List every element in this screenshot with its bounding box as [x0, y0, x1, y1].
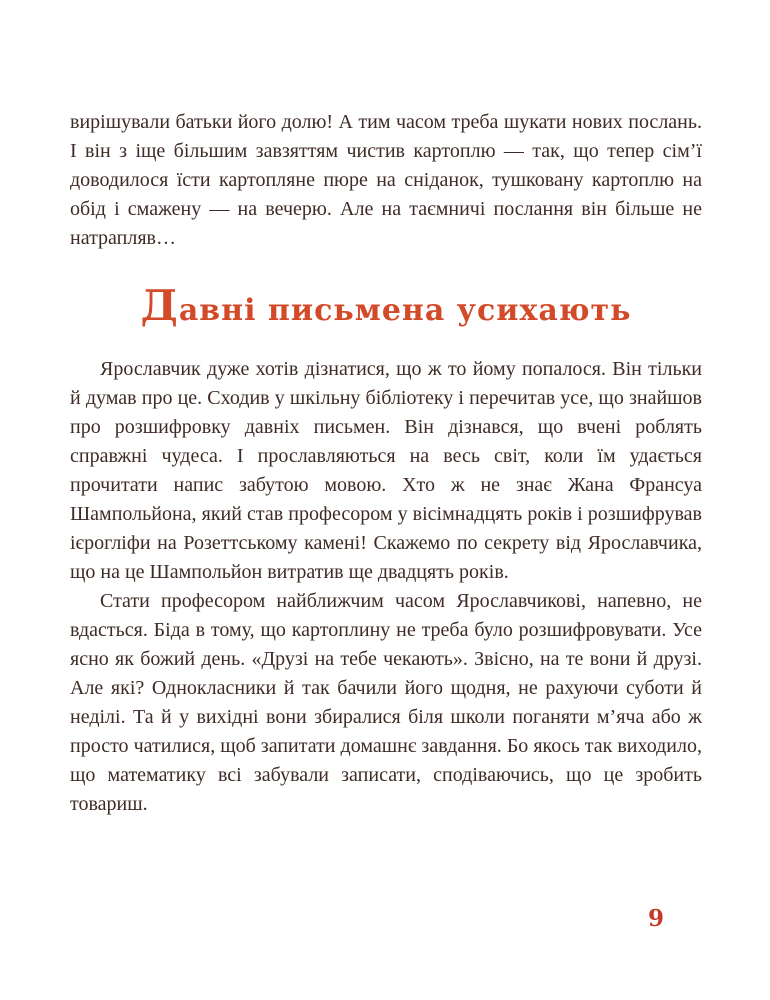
continuation-paragraph: вирішували батьки його долю! А тим часом треба шукати нових послань. І він з іще більшим завзяттям чистив картоплю — так, що тепер сім’ї доводилося їсти картопляне пюре на сніданок, тушковану картоплю на обід і смажену — на вечерю. Але на таємничі послання він більше не натрапляв…: [70, 111, 702, 249]
page-number: 9: [647, 905, 664, 932]
body-paragraph: Стати професором найближчим часом Ярославчикові, напевно, не вдасться. Біда в тому, що картоплину не треба було розшифровувати. Усе ясно як божий день. «Друзі на тебе чекають». Звісно, на те вони й друзі. Але які? Однокласники й так бачили його щодня, не рахуючи суботи й неділі. Та й у вихідні вони збиралися біля школи поганяти м’яча або ж просто чатилися, щоб запитати домашнє завдання. Бо якось так виходило, що математику всі забували записати, сподіваючись, що це зробить товариш.: [70, 590, 702, 815]
body-paragraph: Ярославчик дуже хотів дізнатися, що ж то йому попалося. Він тільки й думав про це. Сходив у шкільну бібліотеку і перечитав усе, що знайшов про розшифровку давніх письмен. Він дізнався, що вчені роблять справжні чудеса. І прославляються на весь світ, коли їм удається прочитати напис забутою мовою. Хто ж не знає Жана Франсуа Шампольйона, який став професором у вісімнадцять років і розшифрував ієрогліфи на Розеттському камені! Скажемо по секрету від Ярославчика, що на це Шампольйон витратив ще двадцять років.: [70, 358, 702, 583]
chapter-heading: Давні письмена усихають: [140, 281, 632, 330]
